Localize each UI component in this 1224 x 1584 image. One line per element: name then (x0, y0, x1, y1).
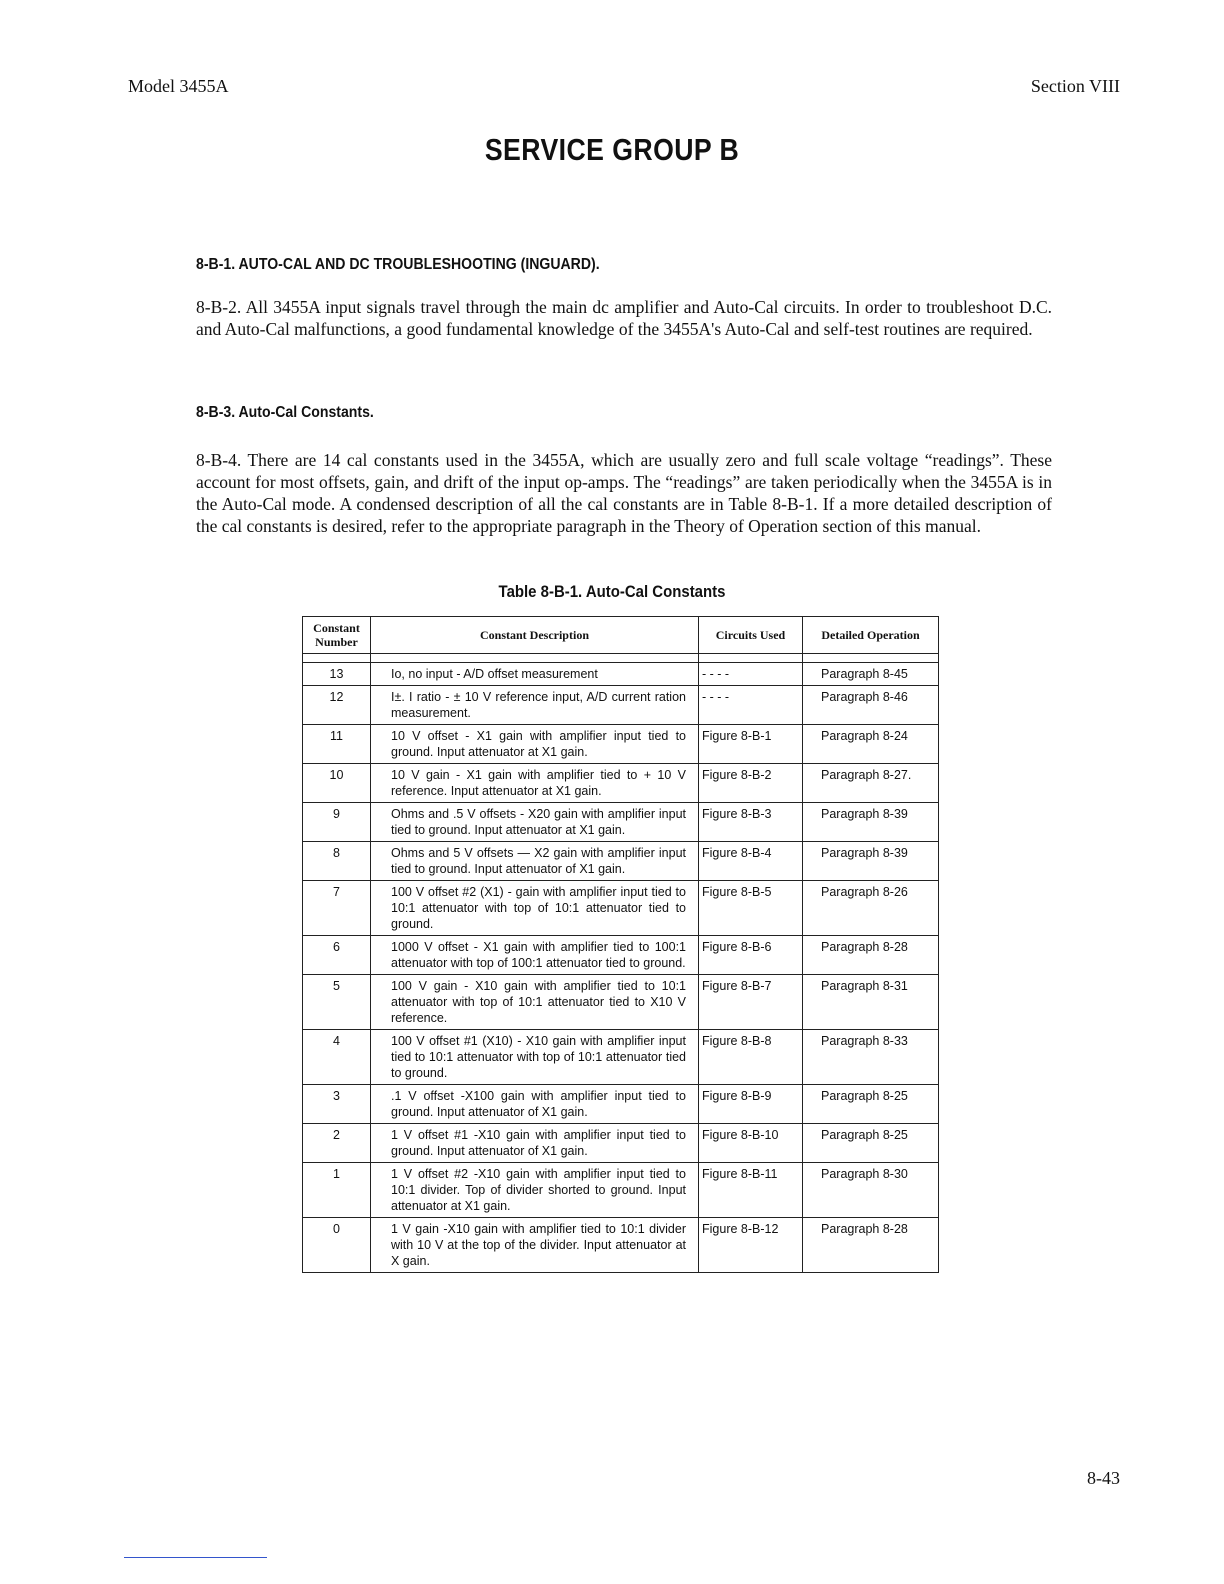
constant-number-cell: 7 (303, 881, 371, 936)
constants-table (302, 616, 939, 1273)
table-row (303, 764, 939, 803)
header-constant-description: Constant Description (371, 617, 699, 654)
header-detailed-operation: Detailed Operation (803, 617, 939, 654)
constant-number-cell: 11 (303, 725, 371, 764)
circuits-used-cell: Figure 8-B-1 (699, 725, 803, 764)
constant-description-cell: Io, no input - A/D offset measurement (371, 663, 699, 686)
constant-number-cell: 4 (303, 1030, 371, 1085)
circuits-used-cell: Figure 8-B-6 (699, 936, 803, 975)
circuits-used-cell: - - - - (699, 663, 803, 686)
table-row (303, 975, 939, 1030)
detailed-operation-cell: Paragraph 8-24 (803, 725, 939, 764)
constant-number-cell: 10 (303, 764, 371, 803)
circuits-used-cell: Figure 8-B-5 (699, 881, 803, 936)
page-number: 8-43 (1087, 1468, 1120, 1488)
table-row (303, 1030, 939, 1085)
detailed-operation-cell: Paragraph 8-31 (803, 975, 939, 1030)
constant-description-cell: I±. I ratio - ± 10 V reference input, A/D current ration measurement. (371, 686, 699, 725)
header-circuits-used: Circuits Used (699, 617, 803, 654)
constant-description-cell: 10 V gain - X1 gain with amplifier tied to + 10 V reference. Input attenuator at X1 gain. (371, 764, 699, 803)
circuits-used-cell: Figure 8-B-4 (699, 842, 803, 881)
table-caption: Table 8-B-1. Auto-Cal Constants (498, 582, 726, 601)
constant-description-cell: Ohms and 5 V offsets — X2 gain with amplifier input tied to ground. Input attenuator of X1 gain. (371, 842, 699, 881)
section-heading-auto-cal-constants: 8-B-3. Auto-Cal Constants. (196, 404, 374, 421)
constant-number-cell: 0 (303, 1218, 371, 1273)
constant-description-cell: 100 V gain - X10 gain with amplifier tied to 10:1 attenuator with top of 10:1 attenuator tied to X10 V reference. (371, 975, 699, 1030)
detailed-operation-cell: Paragraph 8-27. (803, 764, 939, 803)
circuits-used-cell: Figure 8-B-7 (699, 975, 803, 1030)
constant-description-cell: 100 V offset #1 (X10) - X10 gain with amplifier input tied to 10:1 attenuator with top of 10:1 attenuator tied to ground. (371, 1030, 699, 1085)
table-spacer-row (303, 654, 939, 663)
table-body (303, 654, 939, 1273)
table-row (303, 936, 939, 975)
header-section: Section VIII (1030, 76, 1120, 96)
constant-number-cell: 8 (303, 842, 371, 881)
constant-number-cell: 6 (303, 936, 371, 975)
constant-description-cell: 100 V offset #2 (X1) - gain with amplifier input tied to 10:1 attenuator with top of 10:1 attenuator tied to ground. (371, 881, 699, 936)
detailed-operation-cell: Paragraph 8-26 (803, 881, 939, 936)
auto-cal-constants-table (302, 616, 938, 1273)
detailed-operation-cell: Paragraph 8-25 (803, 1124, 939, 1163)
detailed-operation-cell: Paragraph 8-46 (803, 686, 939, 725)
header-model: Model 3455A (128, 76, 229, 96)
spacer-cell (303, 654, 371, 663)
constant-number-cell: 1 (303, 1163, 371, 1218)
constant-description-cell: .1 V offset -X100 gain with amplifier input tied to ground. Input attenuator of X1 gain. (371, 1085, 699, 1124)
section-heading-auto-cal-troubleshooting: 8-B-1. AUTO-CAL AND DC TROUBLESHOOTING (INGUARD). (196, 256, 600, 273)
detailed-operation-cell: Paragraph 8-39 (803, 803, 939, 842)
table-row (303, 725, 939, 764)
spacer-cell (803, 654, 939, 663)
constant-description-cell: 1000 V offset - X1 gain with amplifier tied to 100:1 attenuator with top of 100:1 attenuator tied to ground. (371, 936, 699, 975)
detailed-operation-cell: Paragraph 8-45 (803, 663, 939, 686)
circuits-used-cell: Figure 8-B-11 (699, 1163, 803, 1218)
table-row (303, 1163, 939, 1218)
circuits-used-cell: Figure 8-B-9 (699, 1085, 803, 1124)
spacer-cell (699, 654, 803, 663)
footer-rule (124, 1557, 267, 1558)
paragraph-8-b-4: 8-B-4. There are 14 cal constants used in the 3455A, which are usually zero and full scale voltage “readings”. These account for most offsets, gain, and drift of the input op-amps. The “readings” are taken periodically when the 3455A is in the Auto-Cal mode. A condensed description of all the cal constants are in Table 8-B-1. If a more detailed description of the cal constants is desired, refer to the appropriate paragraph in the Theory of Operation section of this manual. (196, 450, 1052, 536)
table-row (303, 663, 939, 686)
table-header-row (303, 617, 939, 654)
detailed-operation-cell: Paragraph 8-25 (803, 1085, 939, 1124)
constant-number-cell: 2 (303, 1124, 371, 1163)
constant-description-cell: 1 V offset #2 -X10 gain with amplifier input tied to 10:1 divider. Top of divider shorted to ground. Input attenuator at X1 gain. (371, 1163, 699, 1218)
table-row (303, 842, 939, 881)
spacer-cell (371, 654, 699, 663)
constant-description-cell: 1 V offset #1 -X10 gain with amplifier input tied to ground. Input attenuator of X1 gain. (371, 1124, 699, 1163)
table-row (303, 1218, 939, 1273)
header-constant-number: Constant Number (303, 617, 371, 654)
constant-number-cell: 3 (303, 1085, 371, 1124)
detailed-operation-cell: Paragraph 8-28 (803, 936, 939, 975)
constant-number-cell: 13 (303, 663, 371, 686)
circuits-used-cell: Figure 8-B-3 (699, 803, 803, 842)
detailed-operation-cell: Paragraph 8-28 (803, 1218, 939, 1273)
table-row (303, 686, 939, 725)
page-title: SERVICE GROUP B (484, 132, 740, 167)
detailed-operation-cell: Paragraph 8-39 (803, 842, 939, 881)
table-row (303, 881, 939, 936)
table-row (303, 1124, 939, 1163)
circuits-used-cell: Figure 8-B-2 (699, 764, 803, 803)
circuits-used-cell: Figure 8-B-12 (699, 1218, 803, 1273)
circuits-used-cell: Figure 8-B-10 (699, 1124, 803, 1163)
paragraph-8-b-2: 8-B-2. All 3455A input signals travel through the main dc amplifier and Auto-Cal circuits. In order to troubleshoot D.C. and Auto-Cal malfunctions, a good fundamental knowledge of the 3455A's Auto-Cal and self-test routines are required. (196, 297, 1052, 339)
constant-number-cell: 12 (303, 686, 371, 725)
table-row (303, 803, 939, 842)
constant-number-cell: 5 (303, 975, 371, 1030)
table-row (303, 1085, 939, 1124)
detailed-operation-cell: Paragraph 8-30 (803, 1163, 939, 1218)
detailed-operation-cell: Paragraph 8-33 (803, 1030, 939, 1085)
constant-description-cell: 10 V offset - X1 gain with amplifier input tied to ground. Input attenuator at X1 gain. (371, 725, 699, 764)
circuits-used-cell: Figure 8-B-8 (699, 1030, 803, 1085)
constant-description-cell: Ohms and .5 V offsets - X20 gain with amplifier input tied to ground. Input attenuator at X1 gain. (371, 803, 699, 842)
constant-number-cell: 9 (303, 803, 371, 842)
circuits-used-cell: - - - - (699, 686, 803, 725)
constant-description-cell: 1 V gain -X10 gain with amplifier tied to 10:1 divider with 10 V at the top of the divider. Input attenuator at X gain. (371, 1218, 699, 1273)
